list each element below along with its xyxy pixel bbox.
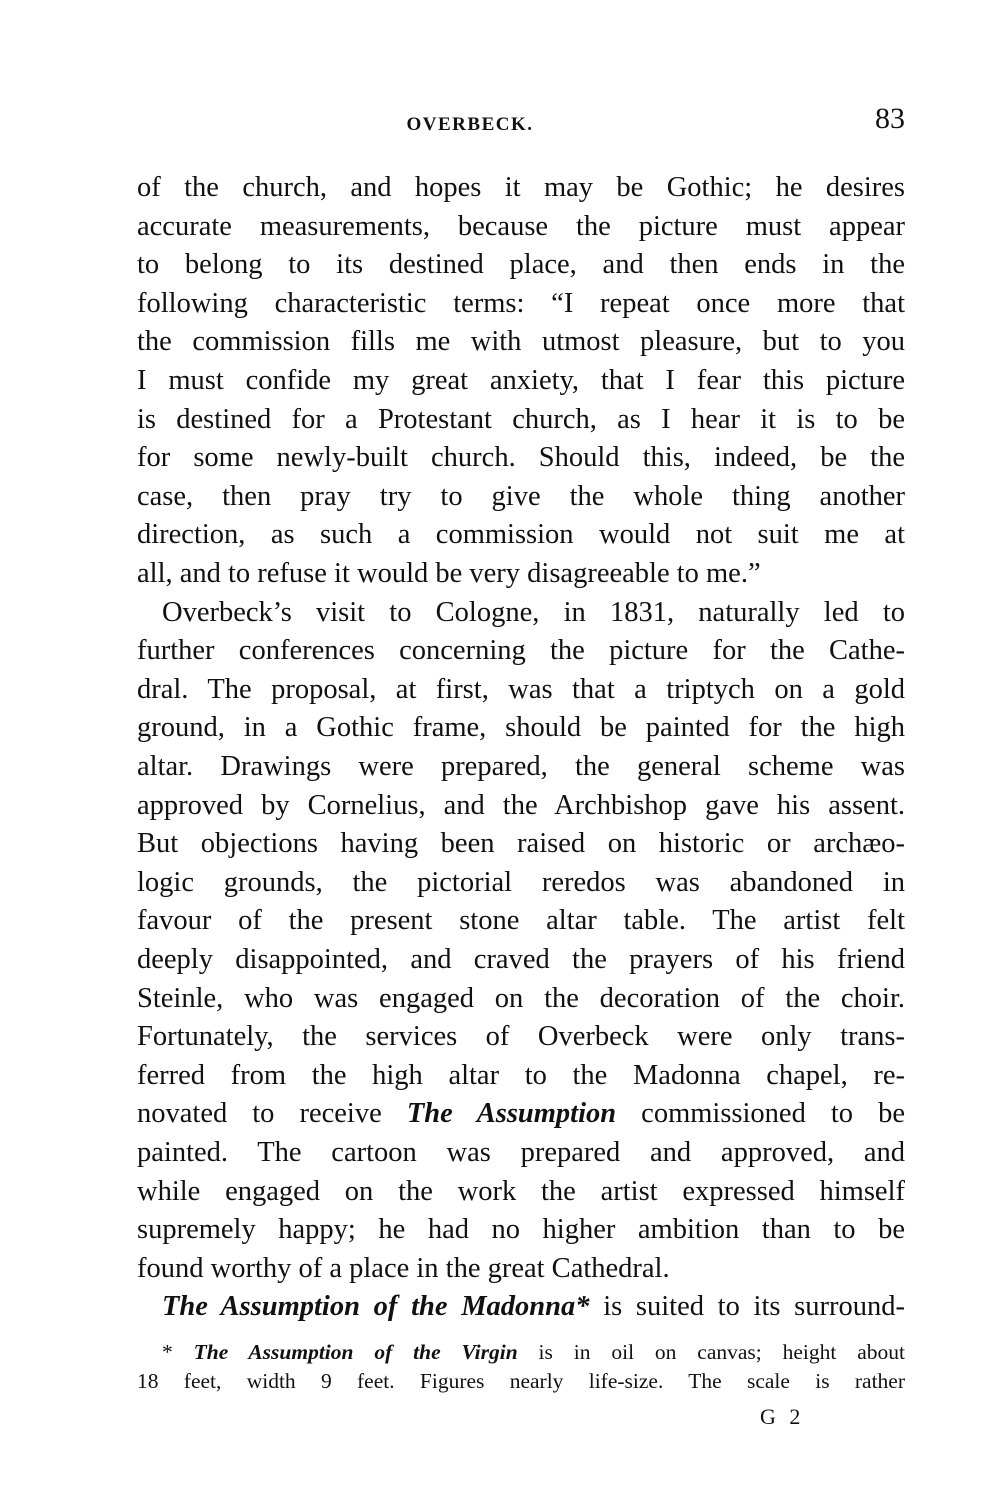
text-segment: following characteristic terms: “I repeat once more that xyxy=(137,287,905,319)
text-line xyxy=(137,441,905,475)
text-segment: further conferences concerning the picture for the Cathe- xyxy=(137,635,905,667)
text-line xyxy=(137,1136,905,1170)
text-segment: commissioned to be xyxy=(616,1098,906,1130)
text-line xyxy=(137,1252,905,1286)
text-line xyxy=(137,673,905,707)
text-line xyxy=(137,827,905,861)
text-segment: approved by Cornelius, and the Archbishop gave his assent. xyxy=(137,789,905,821)
text-line xyxy=(137,518,905,552)
text-line xyxy=(137,171,905,205)
text-line xyxy=(137,287,905,321)
text-line xyxy=(137,904,905,938)
text-line xyxy=(137,480,905,514)
text-line xyxy=(137,210,905,244)
signature-mark: G 2 xyxy=(760,1404,805,1429)
text-segment: found worthy of a place in the great Cathedral. xyxy=(137,1252,670,1284)
text-segment: for some newly-built church. Should this, indeed, be the xyxy=(137,442,905,474)
text-segment: the commission fills me with utmost pleasure, but to you xyxy=(137,326,905,358)
text-segment: 18 feet, width 9 feet. Figures nearly life-size. The scale is rather xyxy=(137,1369,905,1393)
text-line xyxy=(137,325,905,359)
text-line xyxy=(137,557,905,591)
text-segment: painted. The cartoon was prepared and approved, and xyxy=(137,1137,905,1168)
text-segment: logic grounds, the pictorial reredos was abandoned in xyxy=(137,866,905,898)
text-segment: ferred from the high altar to the Madonna chapel, re- xyxy=(137,1059,905,1091)
text-segment: of the church, and hopes it may be Gothic; he desires xyxy=(137,172,905,203)
text-segment: Fortunately, the services of Overbeck were only trans- xyxy=(137,1021,905,1053)
text-line xyxy=(162,1290,905,1324)
italic-title: The Assumption xyxy=(406,1098,617,1130)
text-line xyxy=(137,789,905,823)
page-number: 83 xyxy=(875,102,905,135)
text-line xyxy=(137,1059,905,1093)
text-segment: while engaged on the work the artist expressed himself xyxy=(137,1175,905,1207)
text-segment: But objections having been raised on historic or archæo- xyxy=(137,828,905,860)
text-segment: deeply disappointed, and craved the prayers of his friend xyxy=(137,944,905,975)
text-segment: dral. The proposal, at first, was that a triptych on a gold xyxy=(137,673,905,705)
text-segment: is suited to its surround- xyxy=(589,1291,905,1323)
text-line xyxy=(137,248,905,282)
text-segment: direction, as such a commission would not suit me at xyxy=(137,519,905,551)
text-line xyxy=(137,982,905,1016)
text-line xyxy=(137,866,905,900)
text-segment: favour of the present stone altar table. The artist felt xyxy=(137,905,905,937)
text-line xyxy=(137,403,905,437)
text-segment: is in oil on canvas; height about xyxy=(517,1340,905,1364)
text-segment: * xyxy=(162,1340,194,1364)
text-line xyxy=(137,1175,905,1209)
footnote-line xyxy=(162,1339,905,1365)
text-line xyxy=(137,943,905,977)
footnote-line xyxy=(137,1368,905,1394)
text-line xyxy=(137,364,905,398)
text-line xyxy=(137,1097,905,1131)
text-line xyxy=(137,711,905,745)
page-header xyxy=(0,102,1000,138)
text-segment: Steinle, who was engaged on the decoration of the choir. xyxy=(137,982,905,1014)
text-segment: accurate measurements, because the picture must appear xyxy=(137,210,905,242)
text-segment: I must confide my great anxiety, that I fear this picture xyxy=(137,365,905,396)
text-segment: case, then pray try to give the whole thing another xyxy=(137,480,905,512)
italic-title: The Assumption of the Virgin xyxy=(193,1340,518,1364)
text-line xyxy=(137,750,905,784)
text-segment: ground, in a Gothic frame, should be painted for the high xyxy=(137,712,905,744)
text-line xyxy=(137,1020,905,1054)
italic-title: The Assumption of the Madonna* xyxy=(162,1291,590,1323)
text-segment: to belong to its destined place, and then ends in the xyxy=(137,249,905,281)
text-line xyxy=(137,1213,905,1247)
text-segment: is destined for a Protestant church, as I hear it is to be xyxy=(137,403,905,435)
text-segment: supremely happy; he had no higher ambition than to be xyxy=(137,1214,905,1246)
text-line xyxy=(162,596,905,630)
text-segment: all, and to refuse it would be very disagreeable to me.” xyxy=(137,558,761,589)
text-segment: Overbeck’s visit to Cologne, in 1831, naturally led to xyxy=(162,596,905,628)
running-title: OVERBECK. xyxy=(406,114,534,135)
text-segment: novated to receive xyxy=(137,1098,407,1130)
text-line xyxy=(137,634,905,668)
text-segment: altar. Drawings were prepared, the general scheme was xyxy=(137,751,905,782)
